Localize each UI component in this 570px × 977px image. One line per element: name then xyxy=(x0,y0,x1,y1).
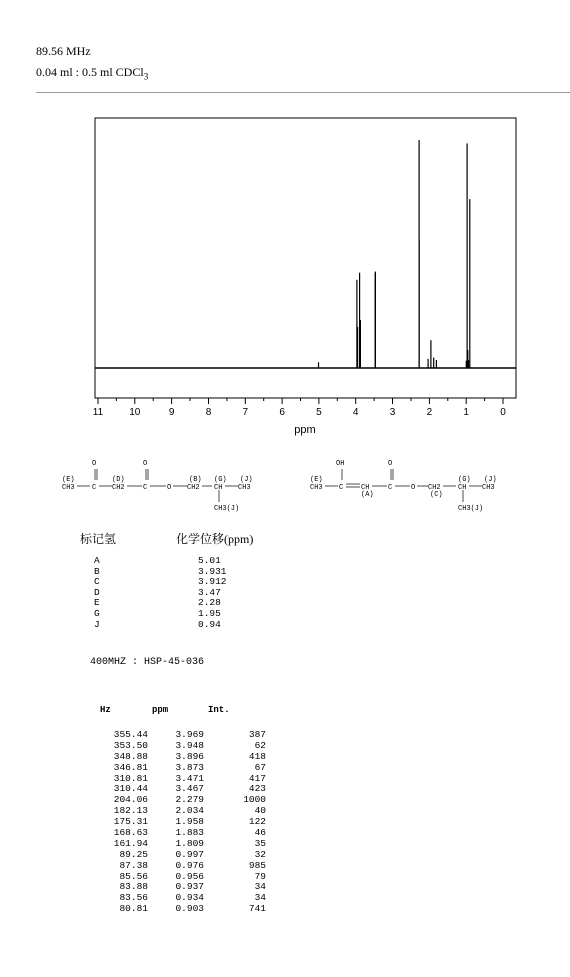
peak-intensity: 387 xyxy=(248,729,266,740)
keto-ch3: CH3 xyxy=(62,484,75,492)
enol-oh: OH xyxy=(336,460,345,468)
peak-ppm: 0.997 xyxy=(175,848,204,860)
peak-hz: 310.81 xyxy=(113,772,148,784)
assignment-row xyxy=(94,567,294,578)
peak-ppm: 2.279 xyxy=(175,794,204,806)
peak-hz: 83.88 xyxy=(119,881,148,893)
assignment-label: E xyxy=(94,597,100,609)
peak-ppm: 2.034 xyxy=(175,805,204,817)
keto-ch: CH xyxy=(214,484,223,492)
peak-ppm: 1.809 xyxy=(175,837,204,849)
keto-ch2: CH2 xyxy=(112,484,125,492)
x-tick-label: 0 xyxy=(500,407,506,418)
peak-hz: 348.88 xyxy=(113,750,148,762)
hz-header: Hz xyxy=(100,705,111,715)
peak-lines xyxy=(319,140,470,368)
peak-ppm: 1.958 xyxy=(175,816,204,828)
peak-ppm: 0.937 xyxy=(175,881,204,893)
x-tick-label: 3 xyxy=(389,407,396,418)
peak-intensity: 1000 xyxy=(243,794,266,806)
peak-hz: 83.56 xyxy=(119,892,148,904)
assignment-label: C xyxy=(94,576,100,588)
peak-intensity: 418 xyxy=(248,750,266,762)
enol-ch3: CH3 xyxy=(310,484,323,492)
enol-ch: CH xyxy=(361,484,370,492)
keto-ch2b: CH2 xyxy=(187,484,200,492)
peak-hz: 85.56 xyxy=(119,870,148,882)
peak-ppm: 3.969 xyxy=(175,729,204,740)
enol-ch3b: CH3 xyxy=(482,484,495,492)
x-tick-label: 9 xyxy=(168,407,175,418)
keto-structure xyxy=(62,460,253,513)
peak-ppm: 3.467 xyxy=(175,783,204,795)
enol-label-e: (E) xyxy=(310,476,323,484)
enol-o3: O xyxy=(411,484,416,492)
peak-intensity: 46 xyxy=(254,827,266,839)
assignment-label: B xyxy=(94,565,100,577)
peak-intensity: 34 xyxy=(254,892,266,904)
assignment-shift: 3.931 xyxy=(198,565,227,577)
enol-o2: O xyxy=(388,460,393,468)
int-header: Int. xyxy=(208,705,230,715)
keto-ch3c: CH3(J) xyxy=(214,505,240,513)
peak-intensity: 122 xyxy=(248,816,266,828)
peak-table-row xyxy=(80,861,280,872)
x-axis-label: ppm xyxy=(294,424,316,436)
x-tick-label: 1 xyxy=(463,407,469,418)
assignment-row xyxy=(94,588,294,599)
assignment-shift: 5.01 xyxy=(198,555,221,566)
peak-hz: 89.25 xyxy=(119,848,148,860)
enol-ch-g: CH xyxy=(458,484,467,492)
peak-intensity: 62 xyxy=(254,739,266,751)
assignment-list xyxy=(94,556,294,630)
assignment-shift: 2.28 xyxy=(198,597,221,609)
spectrometer-frequency: 89.56 MHz xyxy=(36,44,91,58)
assignment-label: A xyxy=(94,555,100,566)
x-axis-ticks xyxy=(98,398,503,404)
enol-ch2: CH2 xyxy=(428,484,441,492)
peak-intensity: 34 xyxy=(254,881,266,893)
peak-ppm: 3.873 xyxy=(175,761,204,773)
peak-table xyxy=(80,730,280,915)
keto-label-d: (D) xyxy=(112,476,125,484)
peak-intensity: 40 xyxy=(254,805,266,817)
x-tick-label: 11 xyxy=(92,407,104,418)
enol-label-c: (C) xyxy=(430,491,443,499)
assignment-label: D xyxy=(94,586,100,598)
x-tick-label: 4 xyxy=(352,407,359,418)
keto-label-g: (G) xyxy=(214,476,227,484)
peak-intensity: 79 xyxy=(254,870,266,882)
keto-label-b: (B) xyxy=(189,476,202,484)
keto-o2: O xyxy=(143,460,148,468)
sample-conditions-text: 0.04 ml : 0.5 ml CDCl xyxy=(36,65,144,79)
peak-table-row xyxy=(80,763,280,774)
peak-hz: 353.50 xyxy=(113,739,148,751)
peak-ppm: 0.956 xyxy=(175,870,204,882)
x-tick-label: 6 xyxy=(279,407,285,418)
assignment-shift: 3.47 xyxy=(198,586,221,598)
enol-label-a: (A) xyxy=(361,491,374,499)
assignment-shift: 3.912 xyxy=(198,576,227,588)
sample-subscript: 3 xyxy=(143,71,149,82)
peak-ppm: 0.903 xyxy=(175,903,204,915)
assignment-row xyxy=(94,620,294,631)
keto-label-j: (J) xyxy=(240,476,253,484)
x-tick-label: 2 xyxy=(426,407,433,418)
assignment-row xyxy=(94,577,294,588)
peak-intensity: 417 xyxy=(248,772,266,784)
peak-hz: 80.81 xyxy=(119,903,148,915)
keto-ch3b: CH3 xyxy=(238,484,251,492)
peak-hz: 204.06 xyxy=(113,794,148,806)
assignment-row xyxy=(94,556,294,567)
ppm-header: ppm xyxy=(152,705,169,715)
peak-hz: 182.13 xyxy=(113,805,148,817)
keto-c2: C xyxy=(143,484,148,492)
peak-hz: 168.63 xyxy=(113,827,148,839)
enol-c2: C xyxy=(388,484,393,492)
peak-hz: 161.94 xyxy=(113,837,148,849)
peak-ppm: 1.883 xyxy=(175,827,204,839)
peak-intensity: 985 xyxy=(248,859,266,871)
assignment-row xyxy=(94,609,294,620)
keto-o3: O xyxy=(167,484,172,492)
enol-label-j: (J) xyxy=(484,476,497,484)
plot-frame xyxy=(95,118,516,398)
x-tick-label: 8 xyxy=(205,407,212,418)
peak-intensity: 67 xyxy=(254,761,266,773)
enol-ch3c: CH3(J) xyxy=(458,505,484,513)
peak-ppm: 3.471 xyxy=(175,772,204,784)
enol-label-g: (G) xyxy=(458,476,471,484)
instrument-line: 400MHZ : HSP-45-036 xyxy=(90,657,205,668)
assignment-label: G xyxy=(94,607,100,619)
peak-hz: 310.44 xyxy=(113,783,148,795)
enol-c1: C xyxy=(339,484,344,492)
peak-hz: 355.44 xyxy=(113,729,148,740)
x-tick-label: 7 xyxy=(242,407,249,418)
peak-table-row xyxy=(80,904,280,915)
peak-hz: 175.31 xyxy=(113,816,148,828)
x-axis-tick-labels xyxy=(93,407,506,418)
keto-c1: C xyxy=(92,484,97,492)
peak-hz: 87.38 xyxy=(119,859,148,871)
peak-ppm: 3.948 xyxy=(175,739,204,751)
assignment-label: J xyxy=(94,618,100,630)
assignment-shift: 1.95 xyxy=(198,607,221,619)
peak-intensity: 741 xyxy=(248,903,266,915)
peak-intensity: 32 xyxy=(254,848,266,860)
x-tick-label: 5 xyxy=(316,407,322,418)
keto-o1: O xyxy=(92,460,97,468)
peak-hz: 346.81 xyxy=(113,761,148,773)
assignment-shift: 0.94 xyxy=(198,618,221,630)
shift-column-header: 化学位移(ppm) xyxy=(176,532,254,546)
label-column-header: 标记氢 xyxy=(80,532,117,546)
peak-ppm: 0.976 xyxy=(175,859,204,871)
keto-label-e: (E) xyxy=(62,476,75,484)
peak-intensity: 423 xyxy=(248,783,266,795)
enol-structure xyxy=(310,460,497,513)
peak-intensity: 35 xyxy=(254,837,266,849)
assignment-row xyxy=(94,598,294,609)
peak-ppm: 0.934 xyxy=(175,892,204,904)
peak-ppm: 3.896 xyxy=(175,750,204,762)
x-tick-label: 10 xyxy=(129,407,141,418)
